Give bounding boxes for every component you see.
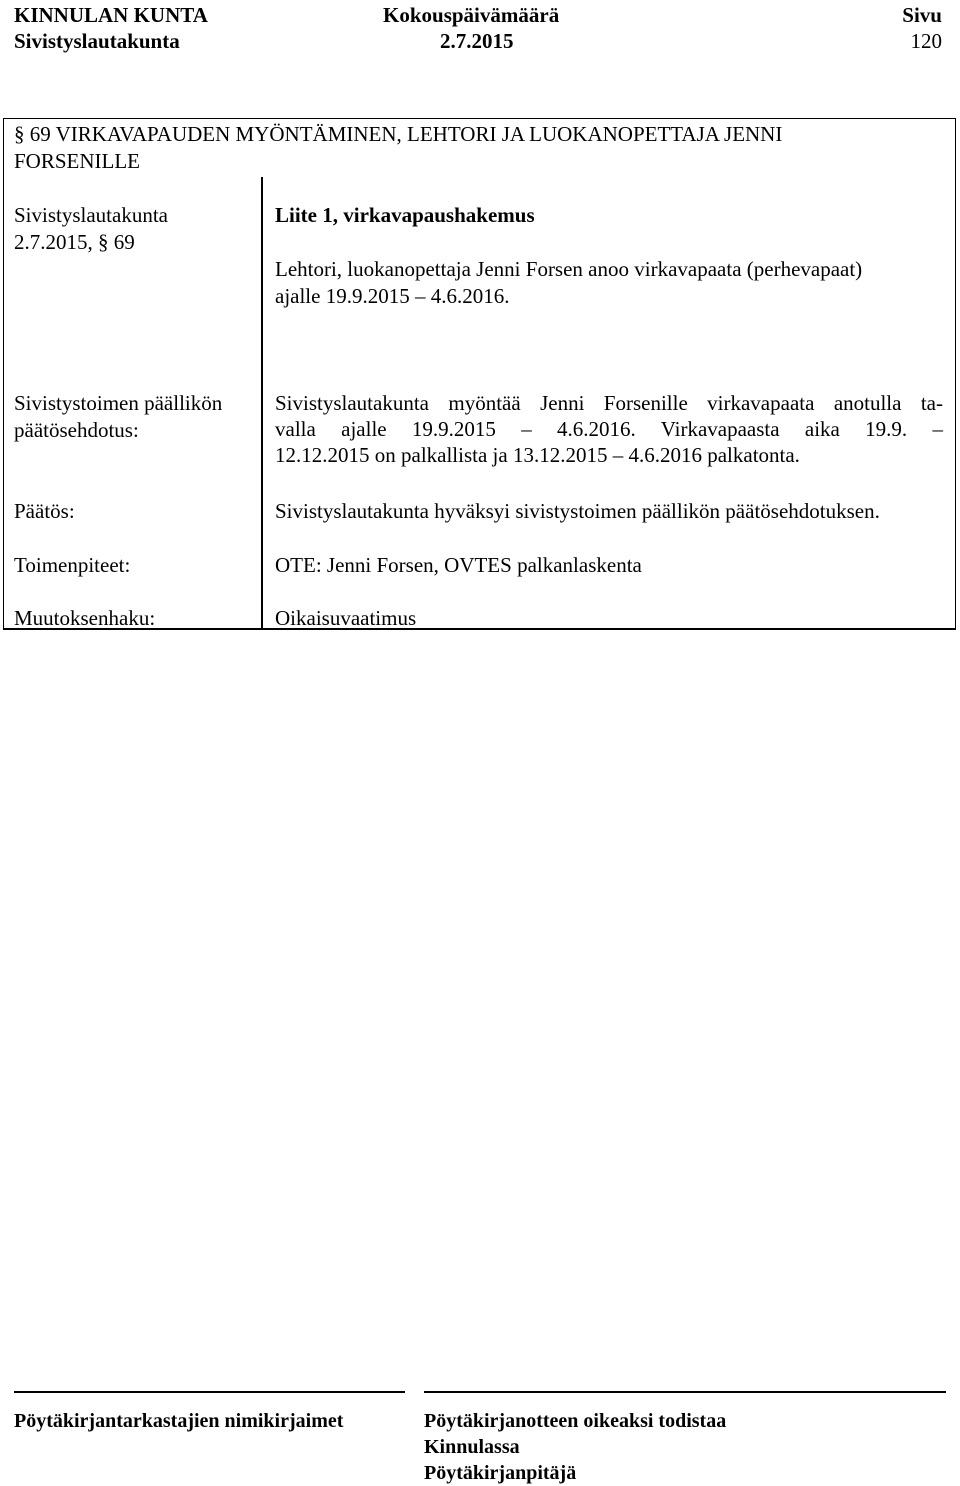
meeting-date-label: Kokouspäivämäärä bbox=[383, 3, 560, 27]
footer-certification-label: Pöytäkirjanotteen oikeaksi todistaa bbox=[424, 1410, 727, 1432]
reference-board: Sivistyslautakunta bbox=[14, 203, 168, 227]
reference-date: 2.7.2015, § 69 bbox=[14, 230, 135, 254]
decision-label: Päätös: bbox=[14, 499, 75, 523]
board-name: Sivistyslautakunta bbox=[14, 29, 180, 53]
proposal-text-line-1: Sivistyslautakunta myöntää Jenni Forsenille virkavapaata anotulla ta- bbox=[275, 391, 943, 415]
decision-text: Sivistyslautakunta hyväksyi sivistystoimen päällikön päätösehdotuksen. bbox=[275, 499, 880, 523]
item-title-line-1: § 69 VIRKAVAPAUDEN MYÖNTÄMINEN, LEHTORI JA LUOKANOPETTAJA JENNI bbox=[14, 122, 783, 146]
footer-initials-label: Pöytäkirjantarkastajien nimikirjaimet bbox=[14, 1410, 344, 1432]
footer-place: Kinnulassa bbox=[424, 1436, 520, 1458]
column-divider bbox=[261, 177, 263, 630]
municipality-name: KINNULAN KUNTA bbox=[14, 3, 208, 27]
attachment-note: Liite 1, virkavapaushakemus bbox=[275, 203, 535, 227]
actions-label: Toimenpiteet: bbox=[14, 553, 131, 577]
request-text-line-2: ajalle 19.9.2015 – 4.6.2016. bbox=[275, 284, 510, 308]
request-text-line-1: Lehtori, luokanopettaja Jenni Forsen anoo virkavapaata (perhevapaat) bbox=[275, 257, 863, 281]
page-label: Sivu bbox=[902, 3, 942, 27]
footer-rule-right bbox=[424, 1391, 946, 1393]
meeting-date: 2.7.2015 bbox=[440, 29, 514, 53]
footer-rule-left bbox=[14, 1391, 405, 1393]
actions-text: OTE: Jenni Forsen, OVTES palkanlaskenta bbox=[275, 553, 642, 577]
appeal-label: Muutoksenhaku: bbox=[14, 606, 156, 630]
item-title-line-2: FORSENILLE bbox=[14, 149, 140, 173]
page-number: 120 bbox=[910, 29, 942, 53]
appeal-text: Oikaisuvaatimus bbox=[275, 606, 417, 630]
proposal-text bbox=[275, 390, 943, 468]
proposal-text-line-2: valla ajalle 19.9.2015 – 4.6.2016. Virkavapaasta aika 19.9. – bbox=[275, 417, 943, 441]
proposal-text-line-3: 12.12.2015 on palkallista ja 13.12.2015 – 4.6.2016 palkatonta. bbox=[275, 443, 800, 467]
proposal-label-line-1: Sivistystoimen päällikön bbox=[14, 391, 223, 415]
proposal-label-line-2: päätösehdotus: bbox=[14, 418, 139, 442]
footer-secretary-label: Pöytäkirjanpitäjä bbox=[424, 1462, 577, 1484]
